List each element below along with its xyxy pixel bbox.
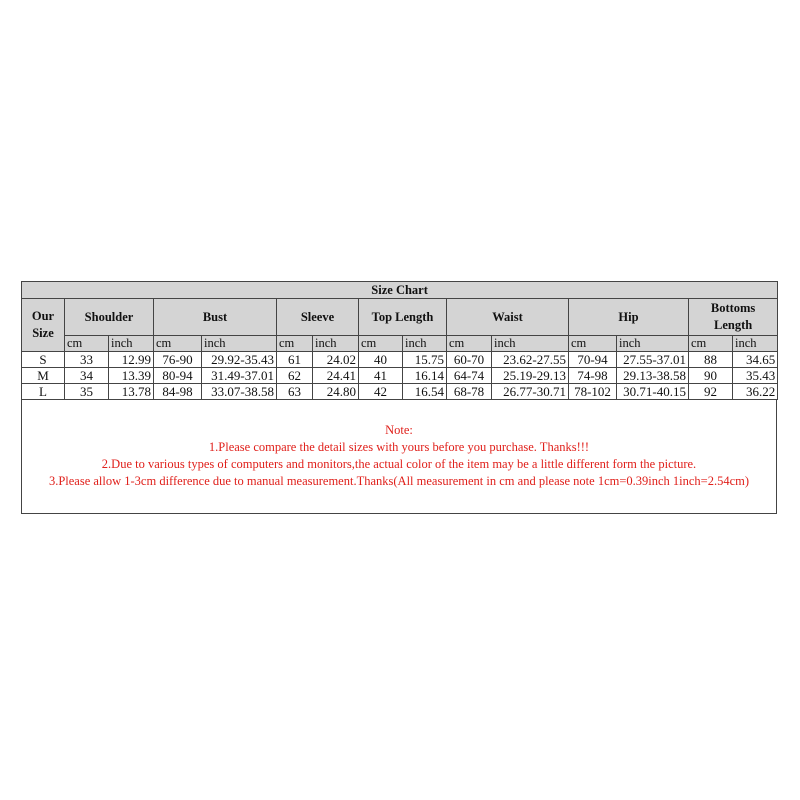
- value-cell: 61: [277, 352, 313, 368]
- header-group: Hip: [569, 299, 689, 336]
- unit-cm: cm: [359, 336, 403, 352]
- value-cell: 23.62-27.55: [492, 352, 569, 368]
- unit-cm: cm: [154, 336, 202, 352]
- note-line: 3.Please allow 1-3cm difference due to manual measurement.Thanks(All measurement in cm and please note 1cm=0.39inch 1inch=2.54cm): [48, 474, 750, 488]
- value-cell: 29.13-38.58: [617, 368, 689, 384]
- value-cell: 33: [65, 352, 109, 368]
- value-cell: 41: [359, 368, 403, 384]
- value-cell: 60-70: [447, 352, 492, 368]
- unit-cm: cm: [277, 336, 313, 352]
- value-cell: 90: [689, 368, 733, 384]
- value-cell: 24.02: [313, 352, 359, 368]
- value-cell: 25.19-29.13: [492, 368, 569, 384]
- value-cell: 76-90: [154, 352, 202, 368]
- value-cell: 42: [359, 384, 403, 400]
- unit-inch: inch: [617, 336, 689, 352]
- unit-cm: cm: [65, 336, 109, 352]
- value-cell: 12.99: [109, 352, 154, 368]
- table-title: Size Chart: [22, 282, 778, 299]
- value-cell: 88: [689, 352, 733, 368]
- table-row: [22, 384, 778, 400]
- unit-inch: inch: [313, 336, 359, 352]
- header-group: Bottoms Length: [689, 299, 778, 336]
- value-cell: 16.14: [403, 368, 447, 384]
- size-table: [21, 281, 778, 400]
- value-cell: 34: [65, 368, 109, 384]
- unit-inch: inch: [202, 336, 277, 352]
- value-cell: 36.22: [733, 384, 778, 400]
- value-cell: 13.78: [109, 384, 154, 400]
- table-row: [22, 352, 778, 368]
- table-row: [22, 368, 778, 384]
- unit-inch: inch: [109, 336, 154, 352]
- value-cell: 31.49-37.01: [202, 368, 277, 384]
- unit-inch: inch: [403, 336, 447, 352]
- value-cell: 13.39: [109, 368, 154, 384]
- header-group: Sleeve: [277, 299, 359, 336]
- unit-cm: cm: [447, 336, 492, 352]
- header-group: Waist: [447, 299, 569, 336]
- value-cell: 63: [277, 384, 313, 400]
- value-cell: 29.92-35.43: [202, 352, 277, 368]
- value-cell: 78-102: [569, 384, 617, 400]
- size-cell: M: [22, 368, 65, 384]
- value-cell: 40: [359, 352, 403, 368]
- value-cell: 33.07-38.58: [202, 384, 277, 400]
- value-cell: 62: [277, 368, 313, 384]
- unit-inch: inch: [733, 336, 778, 352]
- unit-inch: inch: [492, 336, 569, 352]
- value-cell: 27.55-37.01: [617, 352, 689, 368]
- unit-cm: cm: [689, 336, 733, 352]
- value-cell: 35: [65, 384, 109, 400]
- value-cell: 35.43: [733, 368, 778, 384]
- header-group: Top Length: [359, 299, 447, 336]
- value-cell: 70-94: [569, 352, 617, 368]
- value-cell: 34.65: [733, 352, 778, 368]
- header-group: Shoulder: [65, 299, 154, 336]
- value-cell: 92: [689, 384, 733, 400]
- value-cell: 26.77-30.71: [492, 384, 569, 400]
- header-our-size: Our Size: [22, 299, 65, 352]
- size-cell: L: [22, 384, 65, 400]
- size-cell: S: [22, 352, 65, 368]
- value-cell: 24.80: [313, 384, 359, 400]
- value-cell: 30.71-40.15: [617, 384, 689, 400]
- value-cell: 74-98: [569, 368, 617, 384]
- note-section: [21, 400, 777, 514]
- note-line: 2.Due to various types of computers and monitors,the actual color of the item may be a little different form the picture.: [101, 457, 697, 471]
- value-cell: 80-94: [154, 368, 202, 384]
- value-cell: 64-74: [447, 368, 492, 384]
- size-chart: [21, 281, 777, 514]
- value-cell: 24.41: [313, 368, 359, 384]
- header-group: Bust: [154, 299, 277, 336]
- value-cell: 15.75: [403, 352, 447, 368]
- value-cell: 68-78: [447, 384, 492, 400]
- unit-cm: cm: [569, 336, 617, 352]
- note-title: Note:: [385, 423, 413, 437]
- note-line: 1.Please compare the detail sizes with yours before you purchase. Thanks!!!: [208, 440, 590, 454]
- value-cell: 84-98: [154, 384, 202, 400]
- value-cell: 16.54: [403, 384, 447, 400]
